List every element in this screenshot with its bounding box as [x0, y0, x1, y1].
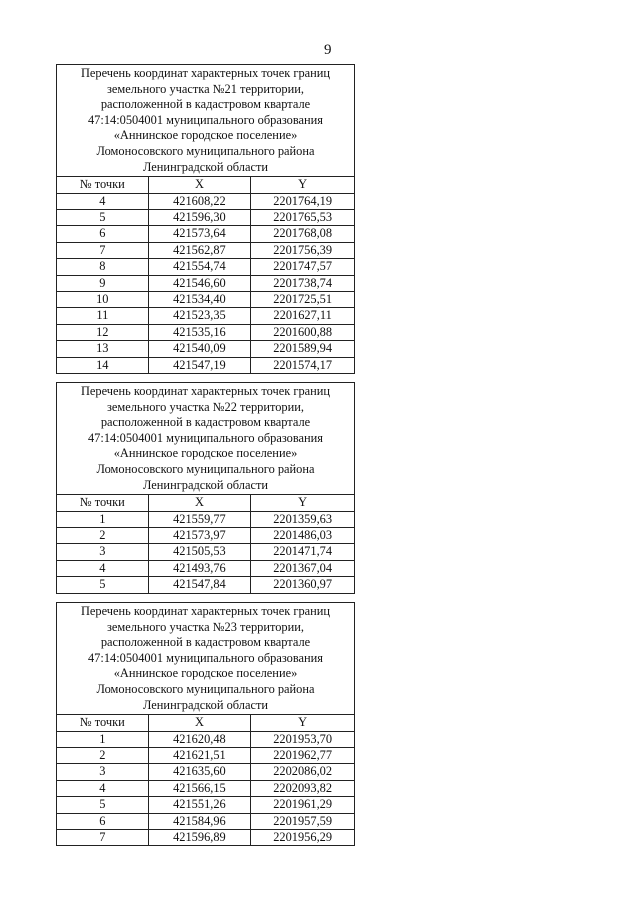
- x-coordinate-cell: 421596,30: [148, 209, 251, 225]
- table-title-line: 47:14:0504001 муниципального образования: [87, 430, 324, 445]
- y-coordinate-cell: 2201627,11: [251, 308, 355, 324]
- table-title-line: 47:14:0504001 муниципального образования: [87, 112, 324, 127]
- table-title-line: «Аннинское городское поселение»: [113, 446, 298, 461]
- page-number: 9: [324, 42, 332, 58]
- table-row: [57, 357, 355, 373]
- point-number-header: № точки: [57, 177, 149, 193]
- x-coordinate-cell: 421621,51: [148, 747, 251, 763]
- x-coordinate-cell: 421559,77: [148, 511, 251, 527]
- y-coordinate-cell: 2201359,63: [251, 511, 355, 527]
- point-number-cell: 1: [57, 511, 149, 527]
- coordinates-table-plot-22: [56, 382, 355, 594]
- point-number-cell: 4: [57, 193, 149, 209]
- y-coordinate-cell: 2201957,59: [251, 813, 355, 829]
- table-row: [57, 527, 355, 543]
- table-row: [57, 275, 355, 291]
- table-title-line: земельного участка №23 территории,: [107, 619, 304, 634]
- point-number-cell: 6: [57, 813, 149, 829]
- table-title-line: «Аннинское городское поселение»: [113, 666, 298, 681]
- x-coordinate-cell: 421608,22: [148, 193, 251, 209]
- table-header-row: [57, 177, 355, 193]
- table-title-line: Ленинградской области: [142, 477, 269, 492]
- x-coordinate-cell: 421596,89: [148, 830, 251, 846]
- x-coordinate-header: X: [148, 715, 251, 731]
- table-title-line: Ленинградской области: [142, 159, 269, 174]
- y-coordinate-cell: 2201756,39: [251, 242, 355, 258]
- table-title-line: расположенной в кадастровом квартале: [100, 97, 311, 112]
- y-coordinate-cell: 2201367,04: [251, 560, 355, 576]
- table-row: [57, 764, 355, 780]
- y-coordinate-cell: 2201765,53: [251, 209, 355, 225]
- y-coordinate-cell: 2201961,29: [251, 797, 355, 813]
- table-row: [57, 308, 355, 324]
- y-coordinate-cell: 2201768,08: [251, 226, 355, 242]
- table-row: [57, 193, 355, 209]
- table-title-line: расположенной в кадастровом квартале: [100, 415, 311, 430]
- table-title-row: [57, 603, 355, 715]
- point-number-cell: 4: [57, 780, 149, 796]
- x-coordinate-cell: 421535,16: [148, 324, 251, 340]
- point-number-cell: 13: [57, 341, 149, 357]
- y-coordinate-cell: 2201747,57: [251, 259, 355, 275]
- x-coordinate-header: X: [148, 177, 251, 193]
- table-title-row: [57, 65, 355, 177]
- point-number-header: № точки: [57, 715, 149, 731]
- table-title-line: Перечень координат характерных точек границ: [80, 66, 331, 80]
- table-title-line: Перечень координат характерных точек границ: [80, 604, 331, 618]
- table-row: [57, 747, 355, 763]
- table-title: [57, 65, 355, 177]
- point-number-cell: 11: [57, 308, 149, 324]
- x-coordinate-cell: 421566,15: [148, 780, 251, 796]
- table-title: [57, 603, 355, 715]
- point-number-cell: 1: [57, 731, 149, 747]
- table-title-line: Ломоносовского муниципального района: [96, 461, 315, 476]
- point-number-cell: 4: [57, 560, 149, 576]
- table-row: [57, 830, 355, 846]
- table-row: [57, 813, 355, 829]
- x-coordinate-header: X: [148, 495, 251, 511]
- y-coordinate-cell: 2201764,19: [251, 193, 355, 209]
- table-row: [57, 209, 355, 225]
- x-coordinate-cell: 421540,09: [148, 341, 251, 357]
- point-number-cell: 2: [57, 747, 149, 763]
- y-coordinate-cell: 2201486,03: [251, 527, 355, 543]
- point-number-cell: 3: [57, 544, 149, 560]
- table-row: [57, 324, 355, 340]
- x-coordinate-cell: 421523,35: [148, 308, 251, 324]
- table-row: [57, 560, 355, 576]
- y-coordinate-cell: 2201956,29: [251, 830, 355, 846]
- y-coordinate-header: Y: [251, 177, 355, 193]
- table-title-line: Ломоносовского муниципального района: [96, 143, 315, 158]
- x-coordinate-cell: 421534,40: [148, 292, 251, 308]
- y-coordinate-cell: 2202086,02: [251, 764, 355, 780]
- point-number-cell: 12: [57, 324, 149, 340]
- point-number-cell: 5: [57, 797, 149, 813]
- y-coordinate-cell: 2201725,51: [251, 292, 355, 308]
- x-coordinate-cell: 421551,26: [148, 797, 251, 813]
- table-row: [57, 226, 355, 242]
- table-title-line: «Аннинское городское поселение»: [113, 128, 298, 143]
- table-title-line: расположенной в кадастровом квартале: [100, 635, 311, 650]
- table-row: [57, 341, 355, 357]
- x-coordinate-cell: 421573,97: [148, 527, 251, 543]
- table-title-line: Ломоносовского муниципального района: [96, 681, 315, 696]
- y-coordinate-header: Y: [251, 495, 355, 511]
- point-number-cell: 2: [57, 527, 149, 543]
- table-row: [57, 259, 355, 275]
- y-coordinate-cell: 2201962,77: [251, 747, 355, 763]
- x-coordinate-cell: 421493,76: [148, 560, 251, 576]
- x-coordinate-cell: 421546,60: [148, 275, 251, 291]
- point-number-cell: 7: [57, 830, 149, 846]
- y-coordinate-cell: 2201953,70: [251, 731, 355, 747]
- table-row: [57, 544, 355, 560]
- y-coordinate-cell: 2202093,82: [251, 780, 355, 796]
- table-header-row: [57, 495, 355, 511]
- x-coordinate-cell: 421635,60: [148, 764, 251, 780]
- table-row: [57, 780, 355, 796]
- y-coordinate-cell: 2201360,97: [251, 577, 355, 593]
- table-row: [57, 731, 355, 747]
- y-coordinate-cell: 2201574,17: [251, 357, 355, 373]
- table-title: [57, 383, 355, 495]
- point-number-cell: 14: [57, 357, 149, 373]
- table-row: [57, 292, 355, 308]
- table-row: [57, 511, 355, 527]
- table-title-line: земельного участка №21 территории,: [107, 81, 304, 96]
- point-number-cell: 6: [57, 226, 149, 242]
- point-number-cell: 3: [57, 764, 149, 780]
- table-row: [57, 577, 355, 593]
- y-coordinate-header: Y: [251, 715, 355, 731]
- table-title-line: Перечень координат характерных точек границ: [80, 384, 331, 398]
- y-coordinate-cell: 2201471,74: [251, 544, 355, 560]
- x-coordinate-cell: 421547,84: [148, 577, 251, 593]
- table-title-line: земельного участка №22 территории,: [107, 399, 304, 414]
- point-number-cell: 10: [57, 292, 149, 308]
- point-number-cell: 5: [57, 209, 149, 225]
- table-row: [57, 242, 355, 258]
- x-coordinate-cell: 421573,64: [148, 226, 251, 242]
- coordinates-table-plot-23: [56, 602, 355, 846]
- x-coordinate-cell: 421554,74: [148, 259, 251, 275]
- x-coordinate-cell: 421562,87: [148, 242, 251, 258]
- x-coordinate-cell: 421547,19: [148, 357, 251, 373]
- coordinates-table-plot-21: [56, 64, 355, 374]
- y-coordinate-cell: 2201600,88: [251, 324, 355, 340]
- table-header-row: [57, 715, 355, 731]
- y-coordinate-cell: 2201738,74: [251, 275, 355, 291]
- point-number-header: № точки: [57, 495, 149, 511]
- x-coordinate-cell: 421620,48: [148, 731, 251, 747]
- table-title-line: 47:14:0504001 муниципального образования: [87, 650, 324, 665]
- point-number-cell: 7: [57, 242, 149, 258]
- table-title-row: [57, 383, 355, 495]
- table-row: [57, 797, 355, 813]
- x-coordinate-cell: 421584,96: [148, 813, 251, 829]
- x-coordinate-cell: 421505,53: [148, 544, 251, 560]
- point-number-cell: 5: [57, 577, 149, 593]
- point-number-cell: 8: [57, 259, 149, 275]
- point-number-cell: 9: [57, 275, 149, 291]
- table-title-line: Ленинградской области: [142, 697, 269, 712]
- y-coordinate-cell: 2201589,94: [251, 341, 355, 357]
